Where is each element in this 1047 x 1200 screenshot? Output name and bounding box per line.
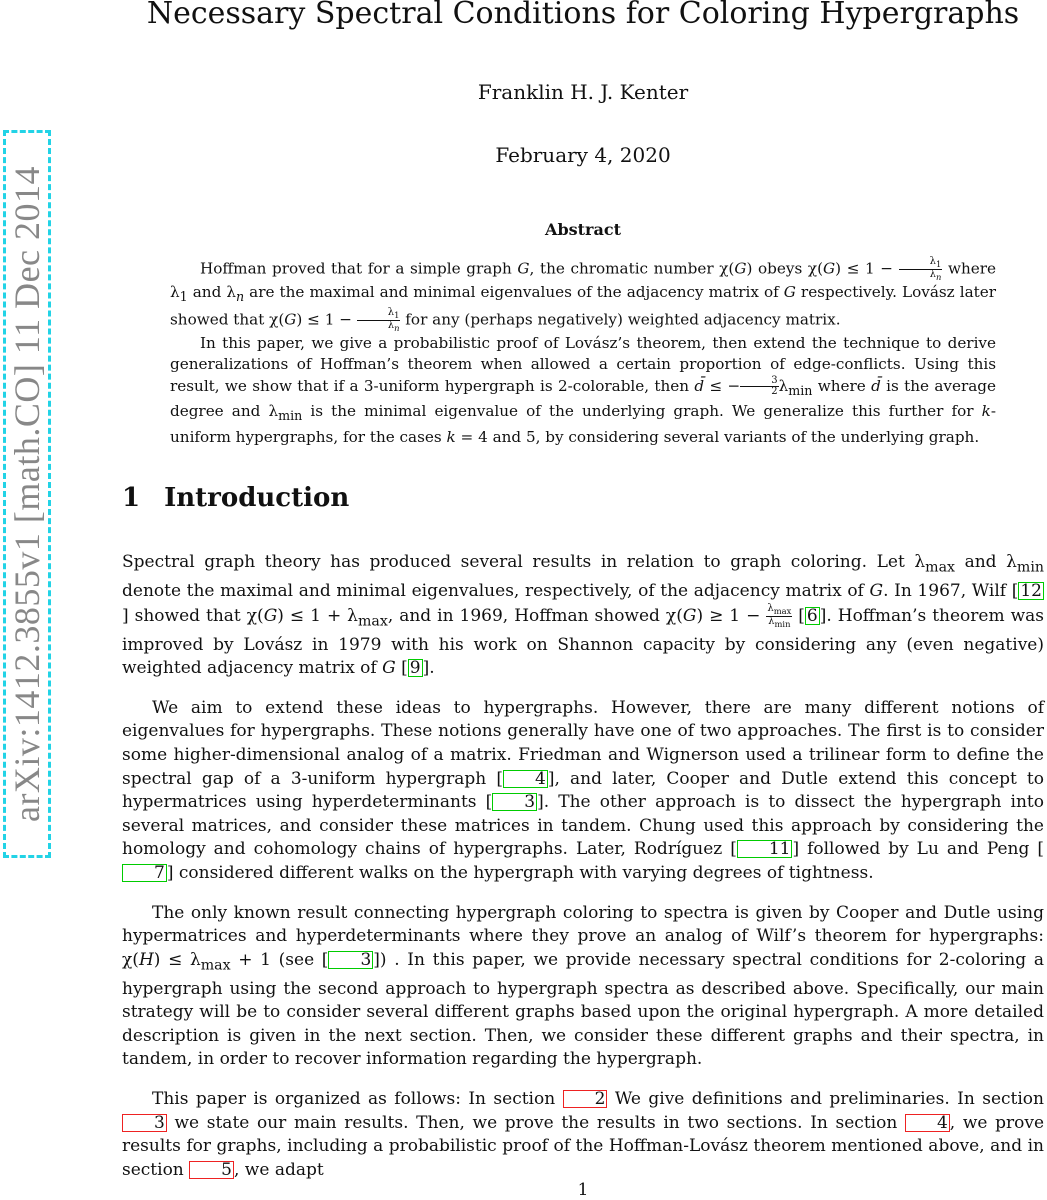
citation-link[interactable]: 9 [409, 658, 421, 679]
citation-link[interactable]: 6 [806, 605, 818, 626]
citation-link[interactable]: 3 [492, 793, 537, 811]
section-heading [122, 483, 349, 513]
body-paragraph: This paper is organized as follows: In section 2 We give definitions and preliminaries. In section 3 we state our main results. Then, we prove the results in two sections. In section 4 , we prove results for graphs, including a probabilistic proof of the Hoffman-Lovász theorem mentioned above, and in section 5 , we adapt [122, 1089, 1044, 1180]
citation-link[interactable]: 3 [328, 951, 373, 969]
section-link[interactable]: 2 [563, 1090, 608, 1108]
arxiv-stamp [3, 130, 51, 858]
arxiv-identifier: arXiv:1412.3855v1 [math.CO] 11 Dec 2014 [7, 165, 47, 823]
citation-link[interactable]: 4 [503, 770, 548, 788]
section-link[interactable]: 5 [189, 1161, 234, 1179]
section-title: Introduction [164, 483, 350, 513]
section-link[interactable]: 3 [122, 1114, 167, 1132]
citation-link[interactable]: 11 [737, 840, 793, 858]
introduction-body [122, 551, 1044, 1182]
section-number: 1 [122, 483, 141, 513]
paper-title: Necessary Spectral Conditions for Coloring Hypergraphs [146, 0, 1020, 31]
abstract-paragraph: Hoffman proved that for a simple graph G, the chromatic number χ(G) obeys χ(G) ≤ 1 − $\frac{\lambda_1}{\lambda_n}$ where $\lambda_1$ and $\lambda_n$ are the maximal and minimal eigenvalues of the adjacency matrix of G respectively. Lovász later showed that χ(G) ≤ 1 − $\frac{\lambda_1}{\lambda_n}$ for any (perhaps negatively) weighted adjacency matrix. [170, 256, 996, 333]
section-link[interactable]: 4 [905, 1114, 950, 1132]
abstract-heading: Abstract [545, 220, 621, 239]
abstract [170, 257, 996, 448]
body-paragraph: The only known result connecting hypergraph coloring to spectra is given by Cooper and Dutle using hypermatrices and hyperdeterminants where they prove an analog of Wilf’s theorem for hypergraphs: $\chi(H) \le \lambda_{max} + 1$ (see [ 3 ]) . In this paper, we provide necessary spectral conditions for 2-coloring a hypergraph using the second approach to hypergraph spectra as described above. Specifically, our main strategy will be to consider several different graphs based upon the original hypergraph. A more detailed description is given in the next section. Then, we consider these different graphs and their spectra, in tandem, in order to recover information regarding the hypergraph. [122, 902, 1044, 1070]
author: Franklin H. J. Kenter [477, 80, 689, 104]
body-paragraph: Spectral graph theory has produced several results in relation to graph coloring. Let $\lambda_{max}$ and $\lambda_{min}$ denote the maximal and minimal eigenvalues, respectively, of the adjacency matrix of G. In 1967, Wilf [ 12] showed that $\chi(G) \le 1 + \lambda_{max}$, and in 1969, Hoffman showed χ(G) ≥ 1 − $\frac{\lambda_{max}}{\lambda_{min}}$ [ 6 ]. Hoffman’s theorem was improved by Lovász in 1979 with his work on Shannon capacity by considering any (even negative) weighted adjacency matrix of G [ 9 ]. [122, 552, 1044, 679]
page-number: 1 [577, 1180, 589, 1200]
citation-link[interactable]: 7 [122, 864, 167, 882]
body-paragraph: We aim to extend these ideas to hypergraphs. However, there are many different notions of eigenvalues for hypergraphs. These notions generally have one of two approaches. The first is to consider some higher-dimensional analog of a matrix. Friedman and Wignerson used a trilinear form to define the spectral gap of a 3-uniform hypergraph [ 4 ], and later, Cooper and Dutle extend this concept to hypermatrices using hyperdeterminants [ 3 ]. The other approach is to dissect the hypergraph into several matrices, and consider these matrices in tandem. Chung used this approach by considering the homology and cohomology chains of hypergraphs. Later, Rodríguez [ 11 ] followed by Lu and Peng [7 ] considered different walks on the hypergraph with varying degrees of tightness. [122, 697, 1044, 883]
citation-link[interactable]: 12 [1020, 580, 1042, 601]
date: February 4, 2020 [495, 143, 671, 167]
abstract-paragraph: In this paper, we give a probabilistic proof of Lovász’s theorem, then extend the technique to derive generalizations of Hoffman’s theorem when allowed a certain proportion of edge-conflicts. Using this result, we show that if a 3-uniform hypergraph is 2-colorable, then d̄ ≤ − $\frac{3}{2}$ $\lambda_{min}$ where d̄ is the average degree and $\lambda_{min}$ is the minimal eigenvalue of the underlying graph. We generalize this further for k-uniform hypergraphs, for the cases k = 4 and 5, by considering several variants of the underlying graph. [170, 333, 996, 446]
